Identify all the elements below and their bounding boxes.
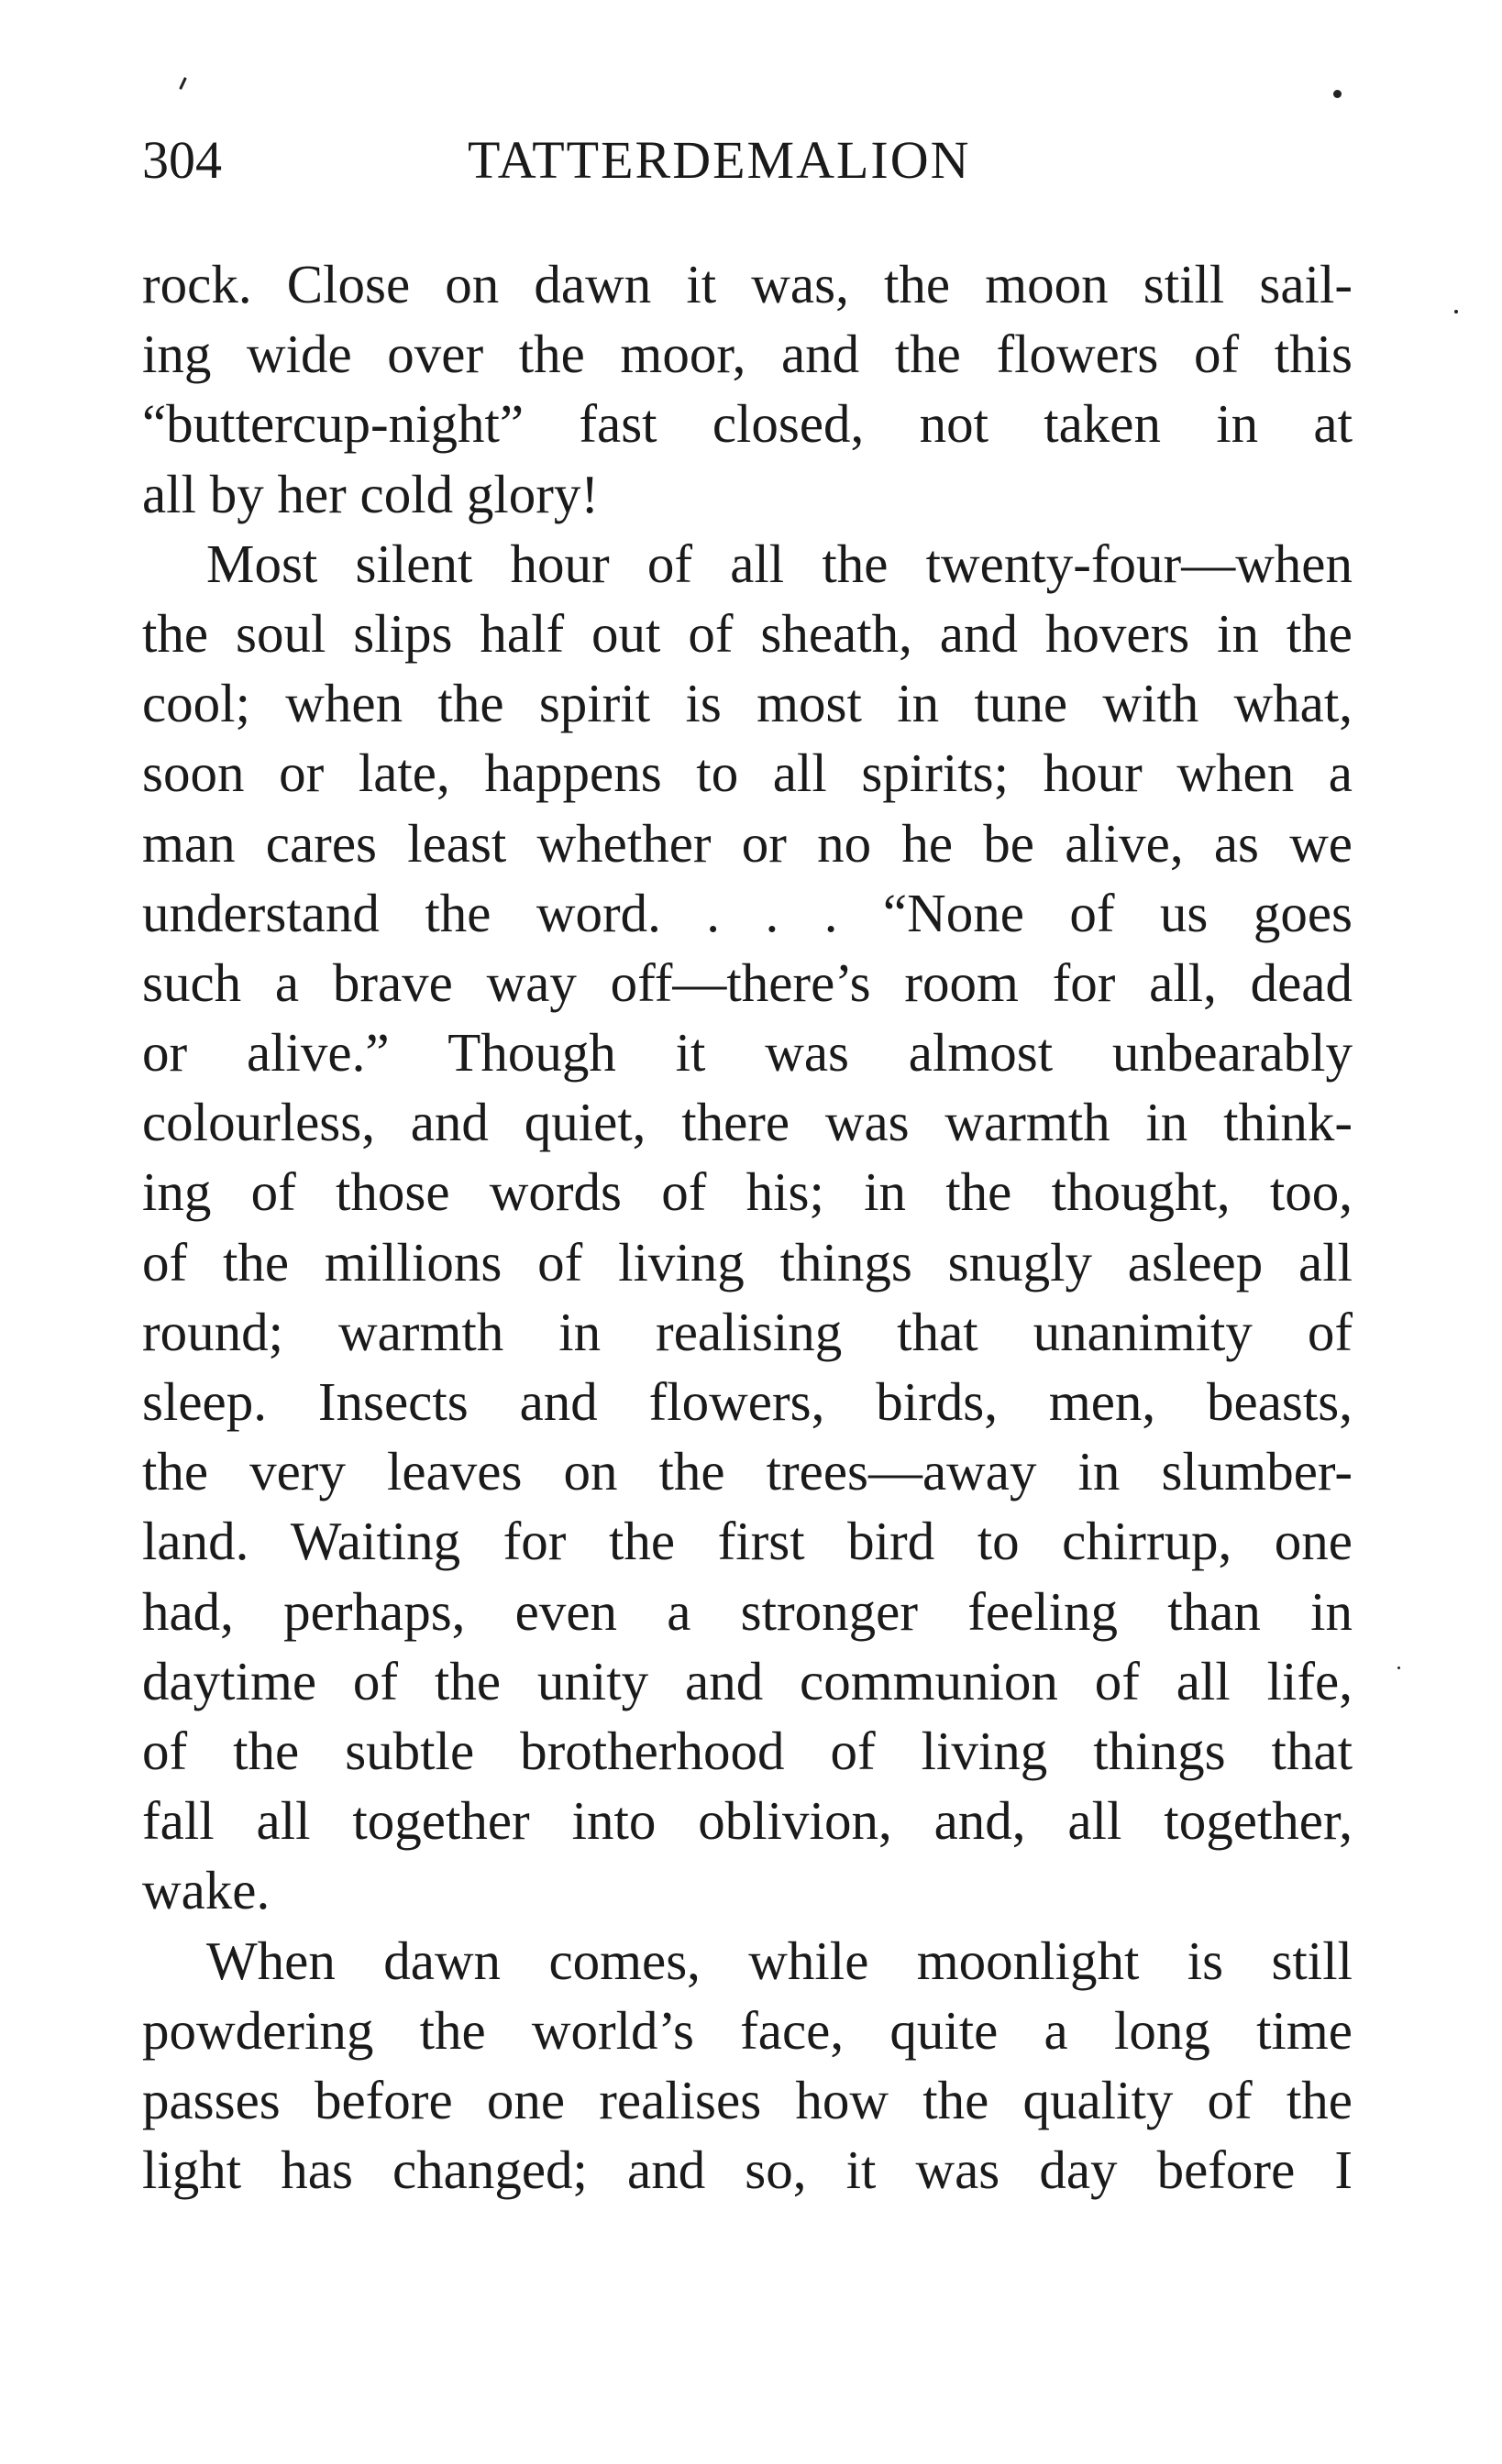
text-line: had, perhaps, even a stronger feeling than in: [142, 1580, 1353, 1642]
text-line: fall all together into oblivion, and, all together,: [142, 1790, 1353, 1852]
print-speck: [1397, 1666, 1400, 1669]
text-line: sleep. Insects and flowers, birds, men, beasts,: [142, 1371, 1353, 1432]
text-line: round; warmth in realising that unanimity of: [142, 1301, 1353, 1362]
text-line: all by her cold glory!: [142, 463, 600, 524]
text-line: such a brave way off—there’s room for all, dead: [142, 952, 1353, 1013]
text-line: soon or late, happens to all spirits; hour when a: [142, 742, 1353, 804]
print-speck: [1454, 310, 1458, 314]
text-line: the soul slips half out of sheath, and hovers in the: [142, 602, 1353, 664]
text-line: light has changed; and so, it was day before I: [142, 2140, 1353, 2201]
text-line: understand the word. . . . “None of us goes: [142, 882, 1353, 943]
running-title: TATTERDEMALION: [468, 130, 971, 190]
text-line: wake.: [142, 1860, 271, 1921]
text-line: of the millions of living things snugly asleep all: [142, 1231, 1353, 1292]
text-line: land. Waiting for the first bird to chirrup, one: [142, 1511, 1353, 1572]
text-line: When dawn comes, while moonlight is still: [206, 1930, 1353, 1991]
body-text: [142, 249, 1353, 2205]
text-line: the very leaves on the trees—away in slumber-: [142, 1441, 1353, 1502]
text-line: ing wide over the moor, and the flowers of this: [142, 324, 1353, 385]
text-line: daytime of the unity and communion of all life,: [142, 1650, 1353, 1711]
text-line: Most silent hour of all the twenty-four—when: [206, 533, 1353, 594]
page-number: 304: [142, 130, 222, 190]
text-line: powdering the world’s face, quite a long time: [142, 1999, 1353, 2061]
text-line: of the subtle brotherhood of living things that: [142, 1720, 1353, 1781]
text-line: cool; when the spirit is most in tune with what,: [142, 673, 1353, 734]
text-line: passes before one realises how the quality of the: [142, 2069, 1353, 2130]
print-speck: [179, 77, 187, 90]
text-line: rock. Close on dawn it was, the moon still sail-: [142, 254, 1353, 314]
page-header: [142, 128, 1353, 192]
text-line: “buttercup-night” fast closed, not taken in at: [142, 393, 1353, 455]
text-line: ing of those words of his; in the thought, too,: [142, 1161, 1353, 1223]
print-speck: [1333, 90, 1342, 98]
text-line: man cares least whether or no he be alive, as we: [142, 812, 1353, 874]
text-line: or alive.” Though it was almost unbearably: [142, 1022, 1353, 1084]
text-line: colourless, and quiet, there was warmth in think-: [142, 1092, 1353, 1153]
